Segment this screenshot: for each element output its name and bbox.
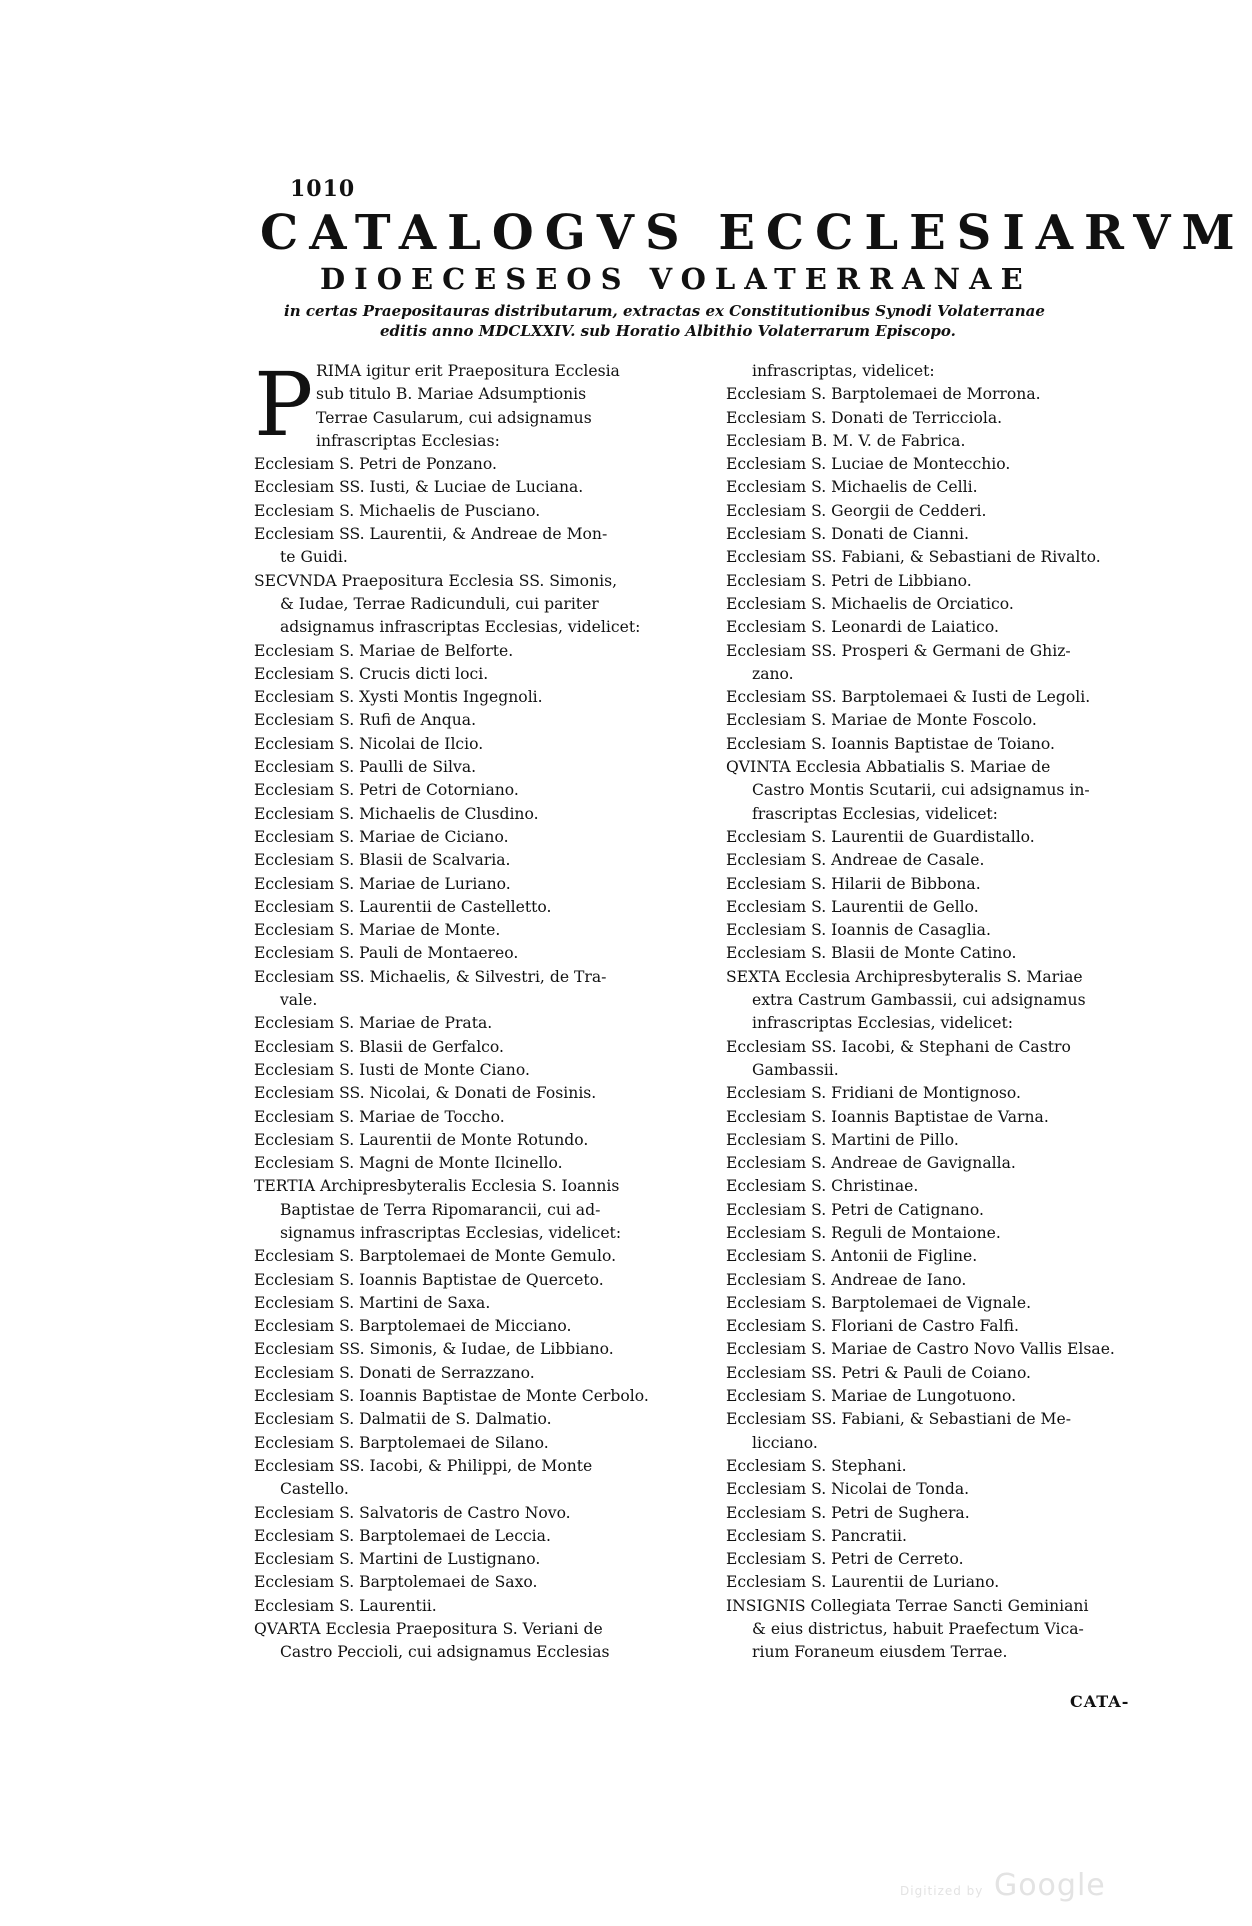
text-line: Ecclesiam S. Blasii de Gerfalco. xyxy=(254,1037,504,1056)
text-line: te Guidi. xyxy=(280,548,348,567)
text-line: rium Foraneum eiusdem Terrae. xyxy=(752,1643,1008,1662)
text-line: vale. xyxy=(280,991,318,1010)
text-line: infrascriptas, videlicet: xyxy=(752,362,935,380)
text-line: SEXTA Ecclesia Archipresbyteralis S. Mariae xyxy=(726,967,1083,986)
text-line: zano. xyxy=(752,664,794,683)
text-line: Ecclesiam S. Laurentii. xyxy=(254,1596,437,1615)
text-line: signamus infrascriptas Ecclesias, videlicet: xyxy=(280,1223,622,1242)
text-line: Ecclesiam S. Michaelis de Clusdino. xyxy=(254,804,539,823)
page-title: CATALOGVS ECCLESIARVM xyxy=(260,205,1246,261)
digitized-watermark xyxy=(900,1868,1106,1903)
text-line: Ecclesiam S. Nicolai de Tonda. xyxy=(726,1480,970,1499)
text-line: Ecclesiam S. Petri de Cotorniano. xyxy=(254,781,519,800)
text-line: Ecclesiam S. Christinae. xyxy=(726,1177,919,1196)
text-line: Ecclesiam S. Martini de Saxa. xyxy=(254,1293,491,1312)
text-line: infrascriptas Ecclesias, videlicet: xyxy=(752,1014,1013,1033)
text-line: Ecclesiam S. Petri de Ponzano. xyxy=(254,455,497,474)
text-line: Ecclesiam S. Rufi de Anqua. xyxy=(254,711,477,730)
text-line: Ecclesiam SS. Fabiani, & Sebastiani de Me- xyxy=(726,1410,1072,1429)
text-line: Ecclesiam S. Martini de Pillo. xyxy=(726,1130,959,1149)
text-line: Baptistae de Terra Ripomarancii, cui ad- xyxy=(280,1200,601,1219)
text-line: Ecclesiam S. Petri de Libbiano. xyxy=(726,571,972,590)
text-line: Ecclesiam S. Mariae de Toccho. xyxy=(254,1107,505,1126)
text-line: Ecclesiam S. Mariae de Luriano. xyxy=(254,874,511,893)
text-line: Ecclesiam S. Barptolemaei de Vignale. xyxy=(726,1293,1032,1312)
watermark-brand: Google xyxy=(993,1868,1106,1903)
text-line: Ecclesiam S. Hilarii de Bibbona. xyxy=(726,874,981,893)
text-line: Ecclesiam SS. Barptolemaei & Iusti de Legoli. xyxy=(726,688,1091,707)
text-line: Ecclesiam S. Salvatoris de Castro Novo. xyxy=(254,1503,571,1522)
left-column xyxy=(254,353,694,1665)
text-line: RIMA igitur erit Praepositura Ecclesia xyxy=(316,362,620,380)
text-line: Ecclesiam S. Ioannis de Casaglia. xyxy=(726,921,991,940)
watermark-prefix: Digitized by xyxy=(900,1884,984,1898)
text-line: Ecclesiam SS. Prosperi & Germani de Ghiz- xyxy=(726,641,1071,660)
text-line: Ecclesiam S. Reguli de Montaione. xyxy=(726,1223,1001,1242)
text-line: SECVNDA Praepositura Ecclesia SS. Simonis, xyxy=(254,571,618,590)
text-line: Ecclesiam S. Michaelis de Pusciano. xyxy=(254,501,541,520)
text-line: Ecclesiam S. Barptolemaei de Monte Gemulo. xyxy=(254,1247,617,1266)
text-line: Ecclesiam S. Laurentii de Monte Rotundo. xyxy=(254,1130,589,1149)
text-line: Ecclesiam S. Ioannis Baptistae de Querceto. xyxy=(254,1270,604,1289)
text-line: Ecclesiam S. Andreae de Iano. xyxy=(726,1270,967,1289)
text-line: Ecclesiam S. Mariae de Ciciano. xyxy=(254,827,509,846)
text-line: adsignamus infrascriptas Ecclesias, videlicet: xyxy=(280,618,641,637)
text-line: Ecclesiam S. Pancratii. xyxy=(726,1526,907,1545)
text-line: Ecclesiam S. Blasii de Monte Catino. xyxy=(726,944,1017,963)
text-line: Ecclesiam S. Xysti Montis Ingegnoli. xyxy=(254,688,543,707)
subtitle-line-2: editis anno MDCLXXIV. sub Horatio Albithio Volaterrarum Episcopo. xyxy=(380,322,956,340)
text-line: Ecclesiam S. Mariae de Prata. xyxy=(254,1014,493,1033)
subtitle-line-1: in certas Praepositauras distributarum, extractas ex Constitutionibus Synodi Volaterranae xyxy=(284,302,1045,320)
text-line: Ecclesiam SS. Iacobi, & Stephani de Castro xyxy=(726,1037,1071,1056)
text-line: Ecclesiam S. Donati de Cianni. xyxy=(726,525,969,544)
text-line: Ecclesiam SS. Simonis, & Iudae, de Libbiano. xyxy=(254,1340,614,1359)
text-line: Ecclesiam S. Mariae de Castro Novo Vallis Elsae. xyxy=(726,1340,1115,1359)
text-line: Ecclesiam S. Donati de Serrazzano. xyxy=(254,1363,535,1382)
text-line: INSIGNIS Collegiata Terrae Sancti Geminiani xyxy=(726,1596,1089,1615)
text-line: Ecclesiam B. M. V. de Fabrica. xyxy=(726,431,966,450)
text-line: Ecclesiam S. Martini de Lustignano. xyxy=(254,1550,541,1569)
text-line: Ecclesiam SS. Nicolai, & Donati de Fosinis. xyxy=(254,1084,597,1103)
text-line: Ecclesiam S. Stephani. xyxy=(726,1456,907,1475)
text-line: Ecclesiam S. Leonardi de Laiatico. xyxy=(726,618,999,637)
text-line: Ecclesiam S. Barptolemaei de Saxo. xyxy=(254,1573,538,1592)
text-line: Ecclesiam S. Mariae de Monte Foscolo. xyxy=(726,711,1037,730)
text-line: Ecclesiam S. Floriani de Castro Falfi. xyxy=(726,1317,1019,1336)
page-subtitle: DIOECESEOS VOLATERRANAE xyxy=(320,262,1032,296)
catchword: CATA- xyxy=(1070,1692,1130,1711)
text-line: infrascriptas Ecclesias: xyxy=(316,431,500,450)
page-number: 1010 xyxy=(290,176,356,202)
text-line: Castro Montis Scutarii, cui adsignamus in- xyxy=(752,781,1090,800)
text-line: Ecclesiam SS. Iacobi, & Philippi, de Monte xyxy=(254,1456,593,1475)
text-line: Ecclesiam S. Laurentii de Castelletto. xyxy=(254,897,552,916)
text-line: Ecclesiam S. Laurentii de Guardistallo. xyxy=(726,827,1035,846)
text-line: Ecclesiam S. Crucis dicti loci. xyxy=(254,664,489,683)
text-line: Ecclesiam S. Barptolemaei de Silano. xyxy=(254,1433,549,1452)
text-line: Castello. xyxy=(280,1480,349,1499)
text-line: Gambassii. xyxy=(752,1060,839,1079)
text-line: Ecclesiam S. Michaelis de Orciatico. xyxy=(726,594,1014,613)
text-line: Terrae Casularum, cui adsignamus xyxy=(316,408,592,427)
drop-cap-initial: P xyxy=(254,353,314,456)
text-line: Ecclesiam S. Michaelis de Celli. xyxy=(726,478,978,497)
text-line: Ecclesiam S. Ioannis Baptistae de Varna. xyxy=(726,1107,1049,1126)
opening-paragraph xyxy=(254,353,694,456)
text-line: Ecclesiam S. Antonii de Figline. xyxy=(726,1247,978,1266)
text-line: QVINTA Ecclesia Abbatialis S. Mariae de xyxy=(726,758,1051,777)
text-line: Ecclesiam S. Mariae de Monte. xyxy=(254,921,501,940)
text-line: TERTIA Archipresbyteralis Ecclesia S. Ioannis xyxy=(254,1177,620,1196)
text-line: Ecclesiam S. Mariae de Lungotuono. xyxy=(726,1387,1017,1406)
text-line: Ecclesiam S. Nicolai de Ilcio. xyxy=(254,734,484,753)
text-line: Ecclesiam S. Andreae de Gavignalla. xyxy=(726,1154,1016,1173)
text-line: Ecclesiam S. Georgii de Cedderi. xyxy=(726,501,987,520)
text-line: Ecclesiam S. Luciae de Montecchio. xyxy=(726,455,1011,474)
text-line: Ecclesiam SS. Michaelis, & Silvestri, de Tra- xyxy=(254,967,607,986)
text-line: Ecclesiam S. Pauli de Montaereo. xyxy=(254,944,519,963)
text-line: frascriptas Ecclesias, videlicet: xyxy=(752,804,998,823)
text-line: sub titulo B. Mariae Adsumptionis xyxy=(316,385,587,404)
text-line: licciano. xyxy=(752,1433,818,1452)
text-line: Ecclesiam SS. Iusti, & Luciae de Luciana. xyxy=(254,478,584,497)
text-line: Castro Peccioli, cui adsignamus Ecclesias xyxy=(280,1643,610,1662)
text-line: Ecclesiam S. Blasii de Scalvaria. xyxy=(254,851,511,870)
text-line: Ecclesiam S. Laurentii de Luriano. xyxy=(726,1573,1000,1592)
text-line: QVARTA Ecclesia Praepositura S. Veriani de xyxy=(254,1620,603,1639)
text-line: Ecclesiam S. Mariae de Belforte. xyxy=(254,641,514,660)
right-column xyxy=(726,360,1181,1665)
text-line: Ecclesiam S. Barptolemaei de Micciano. xyxy=(254,1317,572,1336)
text-line: Ecclesiam S. Magni de Monte Ilcinello. xyxy=(254,1154,563,1173)
text-line: Ecclesiam S. Fridiani de Montignoso. xyxy=(726,1084,1021,1103)
text-line: & Iudae, Terrae Radicunduli, cui pariter xyxy=(280,594,599,613)
text-line: Ecclesiam S. Petri de Cerreto. xyxy=(726,1550,964,1569)
text-line: & eius districtus, habuit Praefectum Vica- xyxy=(752,1620,1084,1639)
text-line: Ecclesiam S. Barptolemaei de Morrona. xyxy=(726,385,1041,404)
text-line: Ecclesiam SS. Petri & Pauli de Coiano. xyxy=(726,1363,1032,1382)
text-line: Ecclesiam S. Dalmatii de S. Dalmatio. xyxy=(254,1410,552,1429)
text-line: Ecclesiam S. Ioannis Baptistae de Toiano. xyxy=(726,734,1055,753)
text-line: Ecclesiam S. Petri de Catignano. xyxy=(726,1200,984,1219)
text-line: Ecclesiam S. Paulli de Silva. xyxy=(254,758,477,777)
text-line: extra Castrum Gambassii, cui adsignamus xyxy=(752,991,1086,1010)
text-line: Ecclesiam S. Andreae de Casale. xyxy=(726,851,985,870)
text-line: Ecclesiam S. Ioannis Baptistae de Monte Cerbolo. xyxy=(254,1387,649,1406)
text-line: Ecclesiam SS. Fabiani, & Sebastiani de Rivalto. xyxy=(726,548,1101,567)
text-line: Ecclesiam S. Barptolemaei de Leccia. xyxy=(254,1526,551,1545)
text-line: Ecclesiam SS. Laurentii, & Andreae de Mon- xyxy=(254,525,608,544)
text-line: Ecclesiam S. Iusti de Monte Ciano. xyxy=(254,1060,530,1079)
text-line: Ecclesiam S. Donati de Terricciola. xyxy=(726,408,1003,427)
text-line: Ecclesiam S. Petri de Sughera. xyxy=(726,1503,970,1522)
text-line: Ecclesiam S. Laurentii de Gello. xyxy=(726,897,979,916)
